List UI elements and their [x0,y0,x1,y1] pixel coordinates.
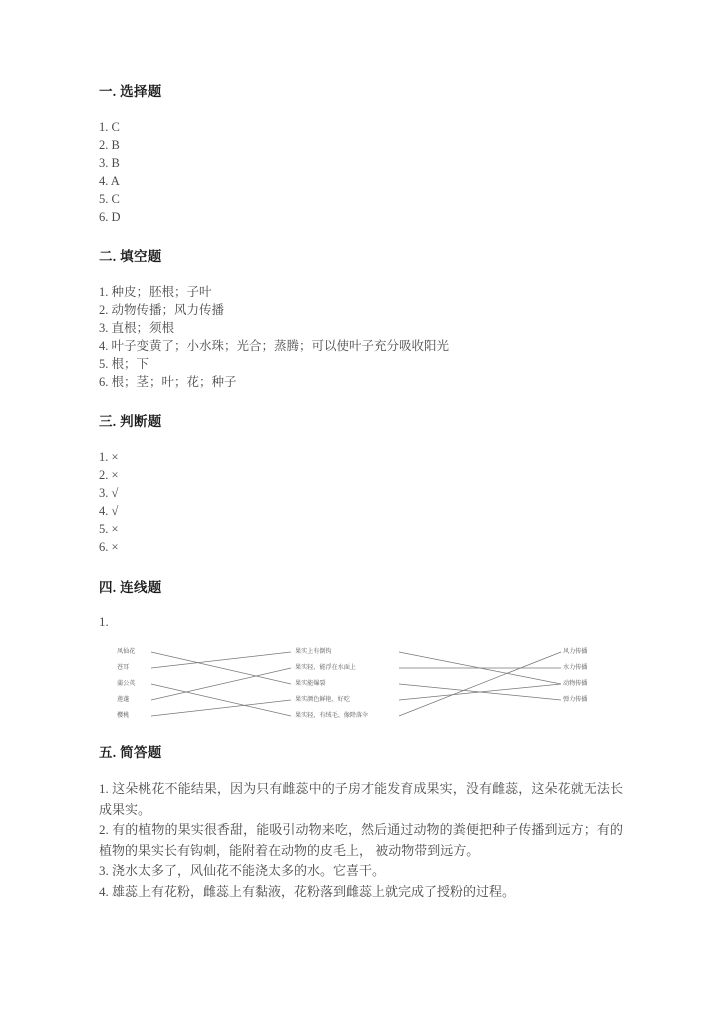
section-title-matching: 四. 连线题 [99,580,162,595]
answer-item: 6. × [99,540,119,555]
answer-item: 2. × [99,468,119,483]
answer-item: 1. 这朵桃花不能结果，因为只有雌蕊中的子房才能发育成果实，没有雌蕊，这朵花就无法长成果实。 [99,781,623,817]
answer-item: 3. 浇水太多了，风仙花不能浇太多的水。它喜干。 [99,863,386,879]
answer-item: 5. 根；下 [99,357,150,372]
matching-right-item: 动物传播 [563,680,588,688]
matching-left-item: 凤仙花 [117,648,136,656]
matching-connector-left [151,700,291,716]
matching-right-item: 水力传播 [563,664,588,672]
answer-item: 6. D [99,210,121,225]
section-matching [99,580,629,726]
section-short-answer [99,745,623,902]
section-choice [99,84,619,226]
matching-left-item: 莲蓬 [117,696,130,704]
matching-connector-left [151,652,291,668]
fill-in-blank-answer-list [99,283,639,391]
answer-item: 4. 叶子变黄了；小水珠；光合；蒸腾；可以使叶子充分吸收阳光 [99,339,450,354]
matching-diagram [99,646,619,726]
matching-left-item: 苍耳 [117,664,130,672]
matching-right-item: 弹力传播 [563,696,588,704]
section-judgment [99,414,619,556]
answer-item: 3. B [99,156,120,171]
choice-answer-list [99,118,619,226]
answer-item: 1. C [99,120,120,135]
matching-item-number: 1. [99,614,109,630]
answer-item: 4. 雄蕊上有花粉，雌蕊上有黏液，花粉落到雌蕊上就完成了授粉的过程。 [99,883,516,899]
matching-connector-right [399,652,561,716]
section-title-judgment: 三. 判断题 [99,414,162,429]
answer-item: 4. √ [99,504,119,519]
answer-item: 5. C [99,192,120,207]
matching-middle-item: 果实能爆裂 [295,680,326,688]
matching-middle-item: 果实上有倒钩 [295,648,332,656]
answer-item: 6. 根；茎；叶；花；种子 [99,375,237,390]
section-title-choice: 一. 选择题 [99,84,162,99]
section-fill-in-blank [99,249,639,391]
answer-item: 3. √ [99,486,119,501]
matching-middle-item: 果实轻、有绒毛、像降落伞 [295,712,369,720]
matching-left-item: 樱桃 [117,712,130,720]
answer-item: 1. 种皮；胚根；子叶 [99,285,212,300]
matching-left-item: 蒲公英 [117,680,136,688]
answer-item: 5. × [99,522,119,537]
section-title-short-answer: 五. 简答题 [99,745,162,760]
section-title-fill-in-blank: 二. 填空题 [99,249,162,264]
matching-middle-item: 果实轻、能浮在水面上 [295,664,356,672]
matching-right-item: 风力传播 [563,648,588,656]
answer-item: 4. A [99,174,120,189]
answer-item: 2. 有的植物的果实很香甜，能吸引动物来吃，然后通过动物的粪便把种子传播到远方；有的植物的果实长有钩刺，能附着在动物的皮毛上， 被动物带到远方。 [99,822,623,858]
matching-connector-left [151,652,291,684]
matching-middle-item: 果实颜色鲜艳、好吃 [295,696,350,704]
judgment-answer-list [99,448,619,556]
answer-item: 3. 直根；须根 [99,321,175,336]
short-answer-list [99,779,623,902]
answer-item: 1. × [99,450,119,465]
answer-item: 2. B [99,138,120,153]
answer-item: 2. 动物传播；风力传播 [99,303,225,318]
matching-connector-left [151,684,291,716]
matching-connector-left [151,668,291,700]
